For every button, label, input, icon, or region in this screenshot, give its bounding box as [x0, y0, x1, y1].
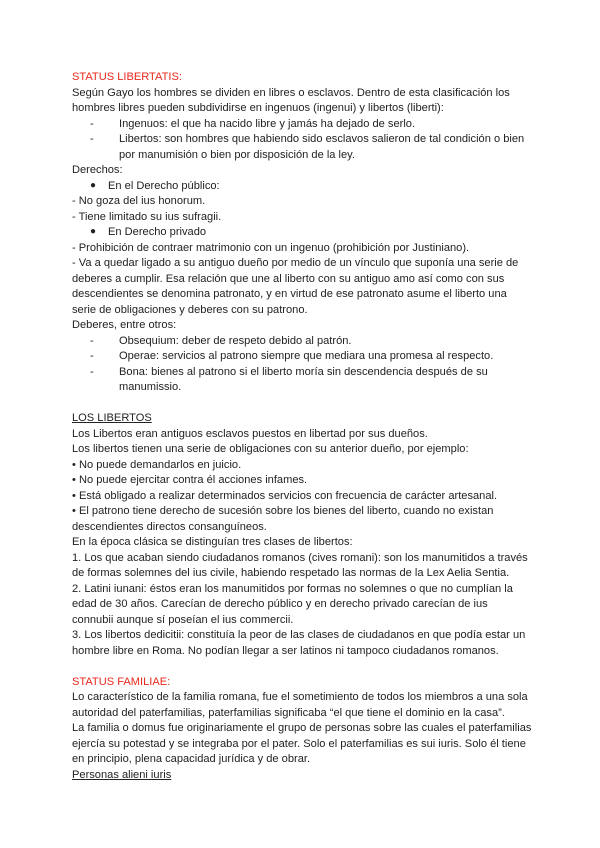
paragraph: En la época clásica se distinguían tres clases de libertos: — [72, 536, 353, 548]
status-libertatis-intro: Según Gayo los hombres se dividen en libres o esclavos. Dentro de esta clasificación los hombres libres pueden subdividirse en ingenuos (ingenui) y libertos (liberti): — [72, 86, 510, 114]
bullet-marker: ● — [90, 226, 97, 237]
list-item-text: En el Derecho público: — [108, 179, 220, 192]
list-item-text: En Derecho privado — [108, 226, 207, 238]
paragraph: Los libertos tienen una serie de obligaciones con su anterior dueño, por ejemplo: — [72, 443, 469, 455]
list-item — [72, 117, 532, 133]
privado-item: - Prohibición de contraer matrimonio con un ingenuo (prohibición por Justiniano). — [72, 241, 470, 254]
list-item — [72, 225, 532, 241]
dash-marker: - — [90, 117, 94, 130]
document-page — [72, 70, 532, 783]
list-item-text: Obsequium: deber de respeto debido al patrón. — [119, 334, 352, 347]
liberty-types-list — [72, 117, 532, 164]
publico-item: - No goza del ius honorum. — [72, 195, 206, 207]
paragraph: La familia o domus fue originariamente el grupo de personas sobre las cuales el paterfamilias ejercía su potestad y se integraba por el pater. Solo el paterfamilias es sui iuris. Solo él tiene en principio, plena capacidad jurídica y de obrar. — [72, 722, 532, 765]
deberes-label: Deberes, entre otros: — [72, 319, 177, 331]
list-item — [72, 179, 532, 195]
alieni-iuris-subheading: Personas alieni iuris — [72, 768, 172, 781]
dash-marker: - — [90, 350, 94, 362]
paragraph: Los Libertos eran antiguos esclavos puestos en libertad por sus dueños. — [72, 427, 428, 440]
list-item-text: Ingenuos: el que ha nacido libre y jamás ha dejado de serlo. — [119, 117, 416, 130]
derecho-publico-list — [72, 179, 532, 195]
class-item: 2. Latini iunani: éstos eran los manumitidos por formas no solemnes o que no cumplían la edad de 30 años. Carecían de derecho público y en derecho privado carecían de ius connubii aunque sí poseían el ius commercii. — [72, 582, 513, 626]
dash-marker: - — [90, 365, 94, 378]
privado-item: - Va a quedar ligado a su antiguo dueño por medio de un vínculo que suponía una serie de deberes a cumplir. Esa relación que une al liberto con su antiguo amo así como con sus descendientes se denomina patronato, y en virtud de ese patronato asume el liberto una serie de obligaciones y deberes con su patrono. — [72, 257, 519, 316]
obligation-item: • No puede demandarlos en juicio. — [72, 458, 242, 471]
derecho-privado-list — [72, 225, 532, 241]
list-item — [72, 365, 532, 396]
obligation-item: • No puede ejercitar contra él acciones infames. — [72, 474, 308, 486]
list-item-text: Libertos: son hombres que habiendo sido esclavos salieron de tal condición o bien por manumisión o bien por disposición de la ley. — [119, 133, 525, 161]
list-item — [72, 334, 532, 350]
list-item — [72, 349, 532, 365]
paragraph: Lo característico de la familia romana, fue el sometimiento de todos los miembros a una sola autoridad del paterfamilias, paterfamilias significaba “el que tiene el dominio en la casa”. — [72, 691, 528, 719]
status-familiae-heading: STATUS FAMILIAE: — [72, 675, 171, 688]
obligation-item: • El patrono tiene derecho de sucesión sobre los bienes del liberto, cuando no existan descendientes directos consanguíneos. — [72, 505, 494, 533]
class-item: 3. Los libertos dedicitii: constituía la peor de las clases de ciudadanos en que podía estar un hombre libre en Roma. No podían llegar a ser latinos ni tampoco ciudadanos romanos. — [72, 629, 526, 657]
dash-marker: - — [90, 133, 94, 145]
bullet-marker: ● — [90, 179, 97, 191]
status-libertatis-heading: STATUS LIBERTATIS: — [72, 71, 182, 83]
dash-marker: - — [90, 334, 94, 347]
list-item — [72, 132, 532, 163]
obligation-item: • Está obligado a realizar determinados servicios con frecuencia de carácter artesanal. — [72, 489, 498, 502]
publico-item: - Tiene limitado su ius sufragii. — [72, 210, 222, 223]
list-item-text: Operae: servicios al patrono siempre que mediara una promesa al respecto. — [119, 350, 494, 362]
list-item-text: Bona: bienes al patrono si el liberto moría sin descendencia después de su manumissio. — [119, 365, 488, 393]
derechos-label: Derechos: — [72, 164, 123, 176]
los-libertos-heading: LOS LIBERTOS — [72, 412, 152, 424]
section-gap — [72, 659, 532, 675]
class-item: 1. Los que acaban siendo ciudadanos romanos (cives romani): son los manumitidos a través de formas solemnes del ius civile, habiendo respetado las normas de la Lex Aelia Sentia. — [72, 551, 528, 579]
section-gap — [72, 396, 532, 412]
deberes-list — [72, 334, 532, 396]
